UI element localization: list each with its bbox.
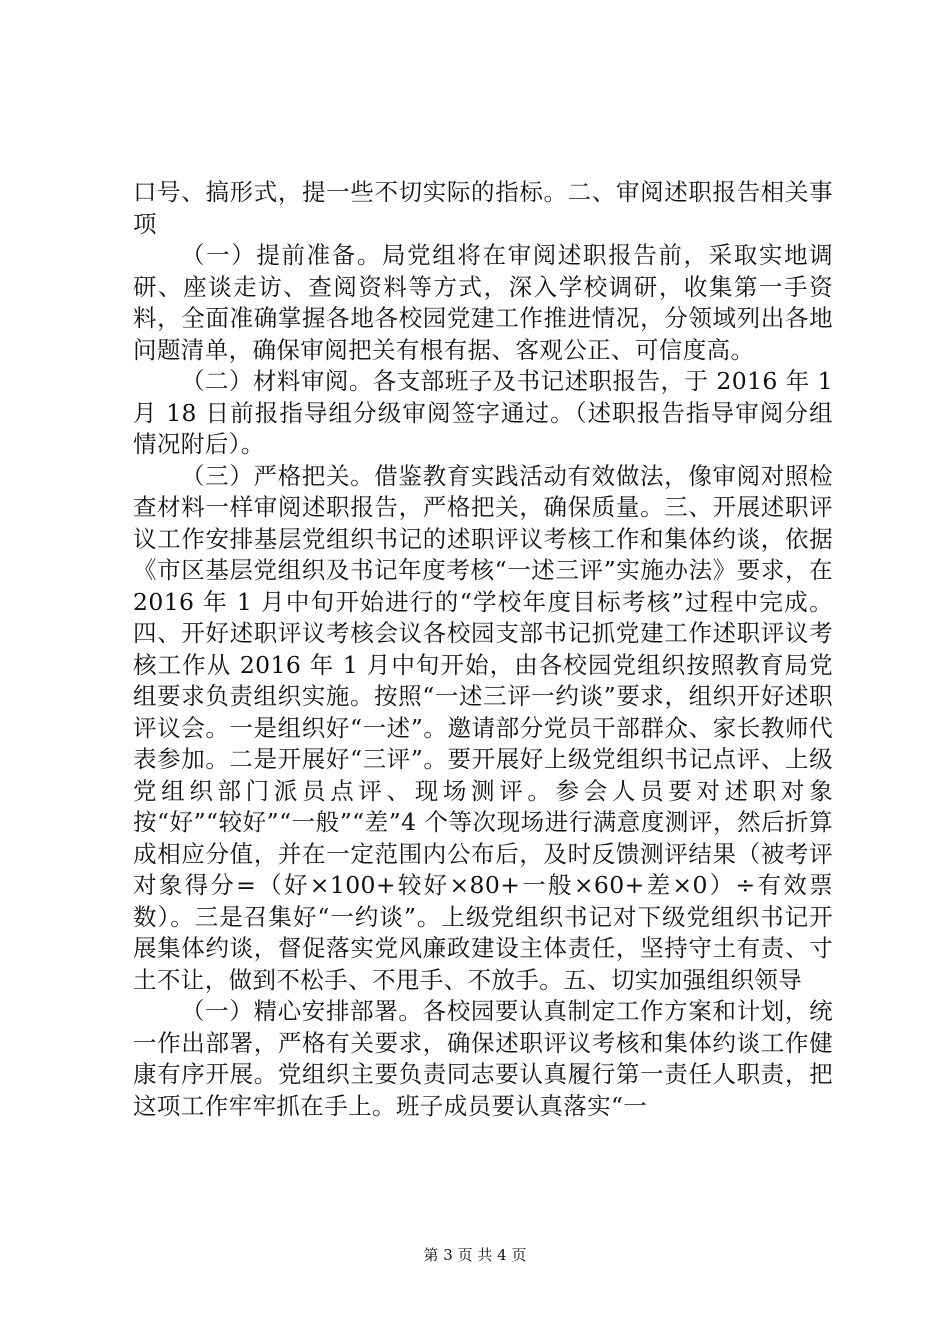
document-body (133, 177, 833, 1122)
paragraph-3: （二）材料审阅。各支部班子及书记述职报告，于 2016 年 1 月 18 日前报指导组分级审阅签字通过。（述职报告指导审阅分组情况附后）。 (133, 367, 833, 458)
page-number-footer: 第 3 页 共 4 页 (423, 1246, 527, 1264)
paragraph-2: （一）提前准备。局党组将在审阅述职报告前，采取实地调研、座谈走访、查阅资料等方式，深入学校调研，收集第一手资料，全面准确掌握各地各校园党建工作推进情况，分领域列出各地问题清单，确保审阅把关有根有据、客观公正、可信度高。 (133, 241, 833, 364)
paragraph-1: 口号、搞形式，提一些不切实际的指标。二、审阅述职报告相关事项 (133, 178, 833, 238)
paragraph-4: （三）严格把关。借鉴教育实践活动有效做法，像审阅对照检查材料一样审阅述职报告，严格把关，确保质量。三、开展述职评议工作安排基层党组织书记的述职评议考核工作和集体约谈，依据《市区基层党组织及书记年度考核“一述三评”实施办法》要求，在 2016 年 1 月中旬开始进行的“学校年度目标考核”过程中完成。四、开好述职评议考核会议各校园支部书记抓党建工作述职评议考核工作从 2016 年 1 月中旬开始，由各校园党组织按照教育局党组要求负责组织实施。按照“一述三评一约谈”要求，组织开好述职评议会。一是组织好“一述”。邀请部分党员干部群众、家长教师代表参加。二是开展好“三评”。要开展好上级党组织书记点评、上级党组织部门派员点评、现场测评。参会人员要对述职对象按“好”“较好”“一般”“差”4 个等次现场进行满意度测评，然后折算成相应分值，并在一定范围内公布后，及时反馈测评结果（被考评对象得分=（好×100+较好×80+一般×60+差×0）÷有效票数）。三是召集好“一约谈”。上级党组织书记对下级党组织书记开展集体约谈，督促落实党风廉政建设主体责任，坚持守土有责、寸土不让，做到不松手、不甩手、不放手。五、切实加强组织领导 (133, 461, 833, 994)
paragraph-5: （一）精心安排部署。各校园要认真制定工作方案和计划，统一作出部署，严格有关要求，确保述职评议考核和集体约谈工作健康有序开展。党组织主要负责同志要认真履行第一责任人职责，把这项工作牢牢抓在手上。班子成员要认真落实“一 (133, 997, 833, 1120)
